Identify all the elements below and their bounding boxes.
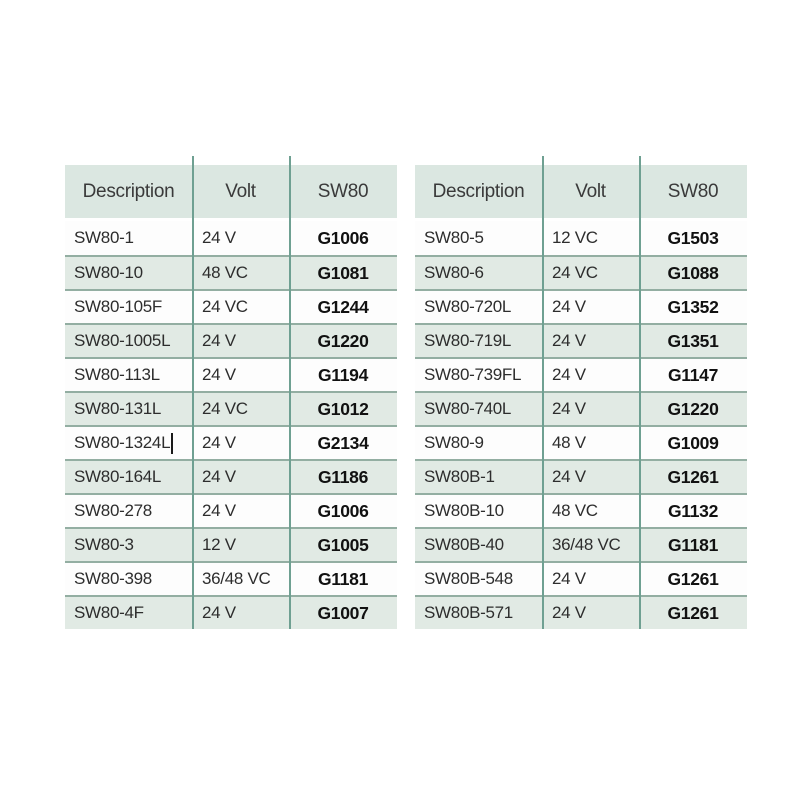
table-row bbox=[65, 459, 397, 493]
description-cell: SW80-740L bbox=[424, 399, 512, 418]
sw80-part-number-cell: G1503 bbox=[667, 227, 719, 248]
table-header-row bbox=[65, 165, 397, 218]
table-row bbox=[415, 323, 747, 357]
volt-cell: 24 V bbox=[202, 228, 236, 247]
description-cell: SW80-739FL bbox=[424, 365, 522, 384]
header-sw80: SW80 bbox=[667, 180, 719, 202]
table-row bbox=[415, 527, 747, 561]
description-cell: SW80-1005L bbox=[74, 331, 171, 350]
description-cell: SW80-131L bbox=[74, 399, 162, 418]
sw80-part-number-cell: G1006 bbox=[317, 227, 369, 248]
sw80-part-number-cell: G1009 bbox=[667, 432, 719, 453]
description-cell: SW80-278 bbox=[74, 501, 152, 520]
description-cell: SW80-105F bbox=[74, 297, 163, 316]
description-cell: SW80-398 bbox=[74, 569, 152, 588]
volt-cell: 12 VC bbox=[552, 228, 598, 247]
description-cell[interactable]: SW80-1324L bbox=[65, 427, 192, 459]
sw80-part-number-cell: G1006 bbox=[317, 500, 369, 521]
table-row bbox=[65, 323, 397, 357]
table-row bbox=[415, 357, 747, 391]
volt-cell: 24 V bbox=[202, 365, 236, 384]
sw80-part-number-cell: G1088 bbox=[667, 262, 719, 283]
header-volt: Volt bbox=[225, 180, 256, 202]
sw80-part-number-cell: G1261 bbox=[667, 466, 719, 487]
volt-cell: 24 VC bbox=[202, 399, 248, 418]
description-cell: SW80-1 bbox=[74, 228, 134, 247]
sw80-part-number-cell: G1220 bbox=[317, 330, 369, 351]
column-divider bbox=[639, 156, 641, 629]
sw80-part-number-cell: G1181 bbox=[667, 534, 719, 555]
volt-cell: 12 V bbox=[202, 535, 236, 554]
description-cell: SW80-720L bbox=[424, 297, 512, 316]
table-row bbox=[65, 357, 397, 391]
description-cell: SW80-5 bbox=[424, 228, 484, 247]
description-cell: SW80-6 bbox=[424, 263, 484, 282]
table-row bbox=[415, 595, 747, 629]
description-cell: SW80-719L bbox=[424, 331, 512, 350]
table-row bbox=[65, 527, 397, 561]
sw80-part-number-cell: G1261 bbox=[667, 568, 719, 589]
description-cell: SW80-3 bbox=[74, 535, 134, 554]
table-row bbox=[415, 289, 747, 323]
table-body bbox=[415, 221, 747, 629]
table-row bbox=[65, 289, 397, 323]
volt-cell: 24 V bbox=[202, 331, 236, 350]
sw80-part-number-cell: G1186 bbox=[317, 466, 369, 487]
table-row bbox=[65, 391, 397, 425]
table-row bbox=[415, 459, 747, 493]
column-divider bbox=[192, 156, 194, 629]
sw80-part-number-cell: G1081 bbox=[317, 262, 369, 283]
description-cell: SW80B-10 bbox=[424, 501, 504, 520]
sw80-part-number-cell: G1147 bbox=[667, 364, 719, 385]
header-description: Description bbox=[432, 180, 525, 202]
volt-cell: 24 V bbox=[552, 399, 586, 418]
table-row bbox=[65, 595, 397, 629]
volt-cell: 24 V bbox=[552, 297, 586, 316]
table-row bbox=[65, 425, 397, 459]
sw80-part-number-cell: G2134 bbox=[317, 432, 369, 453]
sw80-part-number-cell: G1005 bbox=[317, 534, 369, 555]
table-row bbox=[65, 221, 397, 255]
sw80-part-number-cell: G1261 bbox=[667, 602, 719, 623]
description-cell: SW80-4F bbox=[74, 603, 144, 622]
table-row bbox=[65, 561, 397, 595]
volt-cell: 36/48 VC bbox=[202, 569, 271, 588]
table-row bbox=[65, 255, 397, 289]
column-divider bbox=[542, 156, 544, 629]
table-row bbox=[65, 493, 397, 527]
description-cell: SW80B-548 bbox=[424, 569, 513, 588]
table-row bbox=[415, 391, 747, 425]
header-volt: Volt bbox=[575, 180, 606, 202]
volt-cell: 36/48 VC bbox=[552, 535, 621, 554]
volt-cell: 24 VC bbox=[202, 297, 248, 316]
header-description: Description bbox=[82, 180, 175, 202]
parts-table-left bbox=[65, 165, 397, 629]
sw80-part-number-cell: G1351 bbox=[667, 330, 719, 351]
description-cell: SW80-113L bbox=[74, 365, 160, 384]
volt-cell: 24 V bbox=[202, 501, 236, 520]
description-cell: SW80B-1 bbox=[424, 467, 495, 486]
sw80-part-number-cell: G1012 bbox=[317, 398, 369, 419]
volt-cell: 24 V bbox=[202, 467, 236, 486]
description-cell: SW80B-571 bbox=[424, 603, 513, 622]
column-divider bbox=[289, 156, 291, 629]
description-cell: SW80B-40 bbox=[424, 535, 504, 554]
sw80-part-number-cell: G1181 bbox=[317, 568, 369, 589]
volt-cell: 48 V bbox=[552, 433, 586, 452]
sw80-part-number-cell: G1244 bbox=[317, 296, 369, 317]
table-row bbox=[415, 561, 747, 595]
volt-cell: 48 VC bbox=[202, 263, 248, 282]
volt-cell: 24 V bbox=[552, 603, 586, 622]
parts-table-right bbox=[415, 165, 747, 629]
description-cell: SW80-9 bbox=[424, 433, 484, 452]
volt-cell: 24 V bbox=[552, 467, 586, 486]
table-row bbox=[415, 493, 747, 527]
sw80-part-number-cell: G1132 bbox=[667, 500, 719, 521]
volt-cell: 24 V bbox=[202, 603, 236, 622]
volt-cell: 48 VC bbox=[552, 501, 598, 520]
table-header-row bbox=[415, 165, 747, 218]
text-cursor bbox=[171, 433, 173, 454]
header-sw80: SW80 bbox=[317, 180, 369, 202]
sw80-part-number-cell: G1194 bbox=[317, 364, 369, 385]
parts-tables bbox=[65, 165, 747, 629]
sw80-part-number-cell: G1220 bbox=[667, 398, 719, 419]
volt-cell: 24 V bbox=[552, 331, 586, 350]
description-cell: SW80-10 bbox=[74, 263, 143, 282]
table-row bbox=[415, 425, 747, 459]
table-row bbox=[415, 221, 747, 255]
volt-cell: 24 VC bbox=[552, 263, 598, 282]
volt-cell: 24 V bbox=[202, 433, 236, 452]
volt-cell: 24 V bbox=[552, 365, 586, 384]
table-row bbox=[415, 255, 747, 289]
table-body bbox=[65, 221, 397, 629]
volt-cell: 24 V bbox=[552, 569, 586, 588]
sw80-part-number-cell: G1007 bbox=[317, 602, 369, 623]
description-cell: SW80-164L bbox=[74, 467, 162, 486]
sw80-part-number-cell: G1352 bbox=[667, 296, 719, 317]
